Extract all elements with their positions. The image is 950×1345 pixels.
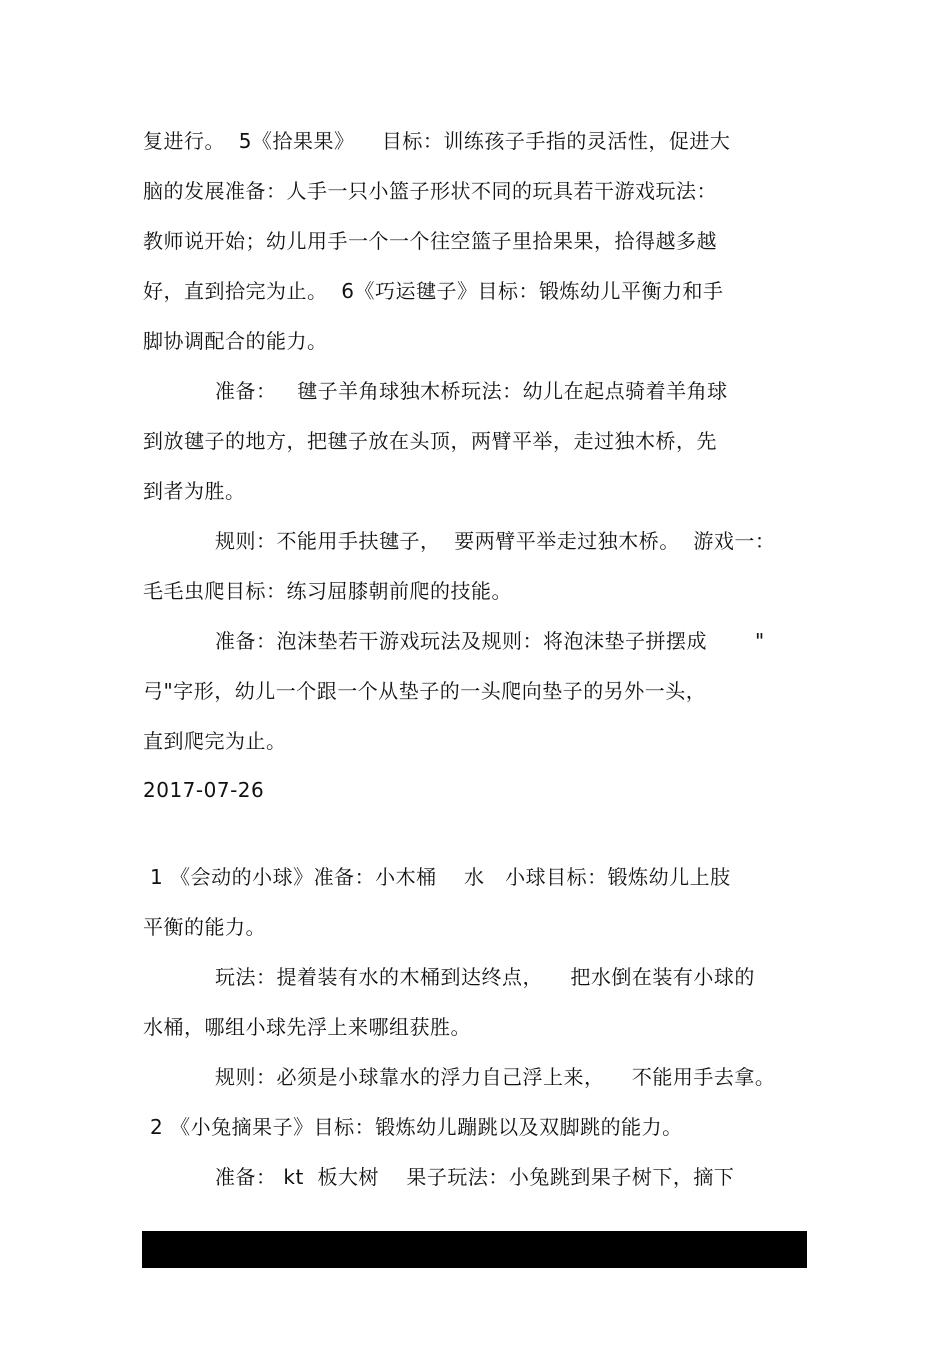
text-line: 到放毽子的地方，把毽子放在头顶，两臂平举，走过独木桥，先 [143, 429, 717, 453]
footer-black-bar [142, 1231, 807, 1268]
text-line: 平衡的能力。 [143, 915, 266, 939]
text-line: 2 《小兔摘果子》目标：锻炼幼儿蹦跳以及双脚跳的能力。 [150, 1115, 683, 1139]
text-line: 准备： kt 板大树 果子玩法：小兔跳到果子树下，摘下 [215, 1165, 735, 1189]
text-line: 准备： 毽子羊角球独木桥玩法：幼儿在起点骑着羊角球 [215, 379, 728, 403]
text-line: 毛毛虫爬目标：练习屈膝朝前爬的技能。 [143, 579, 512, 603]
text-line: 玩法：提着装有水的木桶到达终点， 把水倒在装有小球的 [215, 965, 755, 989]
text-line: 直到爬完为止。 [143, 729, 287, 753]
text-line: 规则：不能用手扶毽子， 要两臂平举走过独木桥。 游戏一： [215, 529, 776, 553]
text-line: 脑的发展准备：人手一只小篮子形状不同的玩具若干游戏玩法： [143, 179, 717, 203]
text-line: 水桶，哪组小球先浮上来哪组获胜。 [143, 1015, 471, 1039]
date-line: 2017-07-26 [143, 778, 265, 802]
text-line: 到者为胜。 [143, 479, 246, 503]
text-line: 好，直到拾完为止。 6《巧运毽子》目标：锻炼幼儿平衡力和手 [143, 279, 724, 303]
text-line: 弓"字形，幼儿一个跟一个从垫子的一头爬向垫子的另外一头， [143, 679, 707, 703]
text-line: 准备：泡沫垫若干游戏玩法及规则：将泡沫垫子拼摆成 " [215, 629, 765, 653]
text-line: 脚协调配合的能力。 [143, 329, 328, 353]
text-line: 复进行。 5《拾果果》 目标：训练孩子手指的灵活性，促进大 [143, 129, 731, 153]
text-line: 教师说开始；幼儿用手一个一个往空篮子里拾果果，拾得越多越 [143, 229, 717, 253]
text-line: 1 《会动的小球》准备：小木桶 水 小球目标：锻炼幼儿上肢 [150, 865, 731, 889]
text-line: 规则：必须是小球靠水的浮力自己浮上来， 不能用手去拿。 [215, 1065, 776, 1089]
